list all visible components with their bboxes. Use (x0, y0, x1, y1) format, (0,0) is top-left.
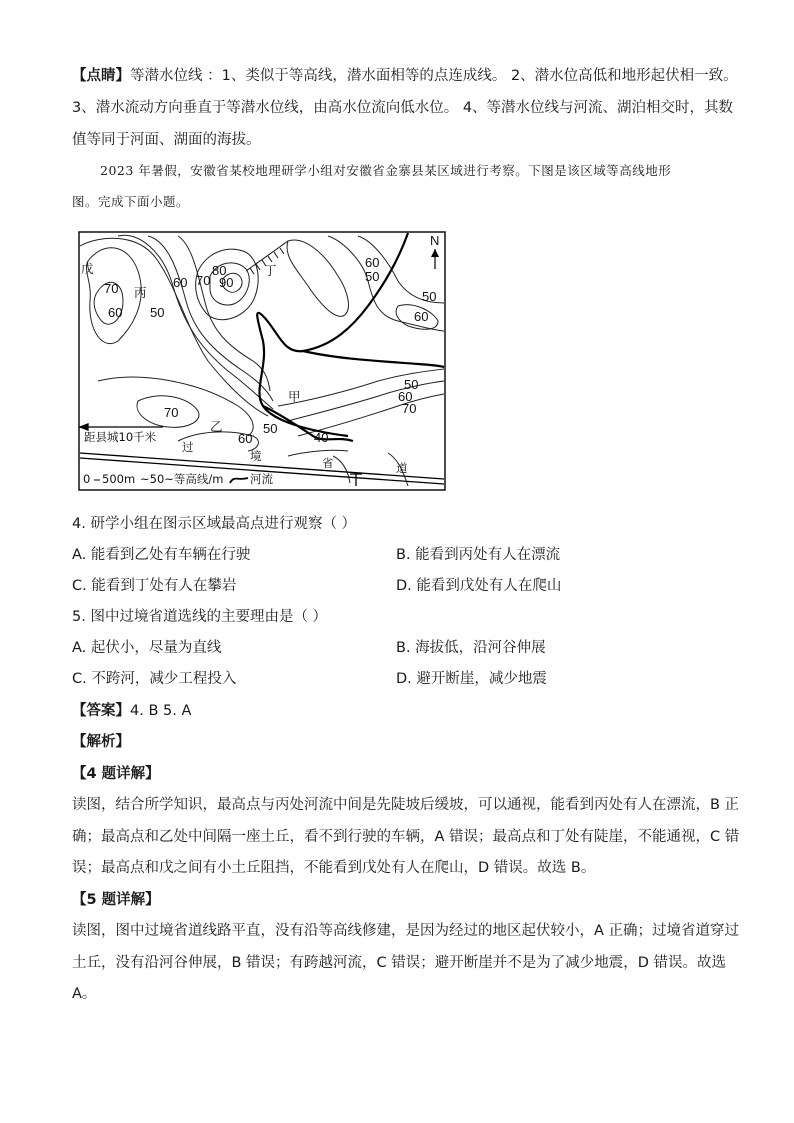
q5-option-d: D. 避开断崖，减少地震 (396, 671, 547, 687)
distance-label: 距县城10千米 (84, 430, 157, 444)
contour-value: 50 (404, 377, 419, 392)
contour-value: 50 (150, 305, 165, 320)
contour-value: 70 (196, 273, 211, 288)
legend-river: 河流 (250, 472, 273, 486)
detail-5-line-2: 土丘，没有沿河谷伸展，B 错误；有跨越河流，C 错误；避开断崖并不是为了减少地震，D 错误。故选 (72, 955, 727, 971)
label-bing: 丙 (134, 285, 147, 300)
detail-4-title: 【4 题详解】 (72, 766, 160, 782)
tip-line-1 (72, 66, 738, 86)
contour-map (78, 231, 446, 491)
detail-4-line-2: 确；最高点和乙处中间隔一座土丘，看不到行驶的车辆，A 错误；最高点和丁处有陡崖，不能通视，C 错 (72, 829, 740, 845)
contour-value: 40 (314, 430, 329, 445)
contour-value: 60 (414, 309, 429, 324)
tip-line-3: 值等同于河面、湖面的海拔。 (72, 132, 261, 148)
label-ding: 丁 (264, 263, 277, 278)
tip-line-2: 3、潜水流动方向垂直于等潜水位线，由高水位流向低水位。 4、等潜水位线与河流、湖泊相交时，其数 (72, 100, 734, 116)
detail-4-line-3: 误；最高点和戊之间有小土丘阻挡，不能看到戊处有人在爬山，D 错误。故选 B。 (72, 860, 596, 876)
tip-label: 【点睛】 (72, 68, 130, 84)
contour-value: 50 (365, 269, 380, 284)
answer-text: 4. B 5. A (130, 703, 192, 719)
contour-value: 70 (104, 281, 119, 296)
q4-option-b: B. 能看到丙处有人在漂流 (396, 547, 561, 563)
label-jia: 甲 (288, 389, 301, 404)
contour-value: 80 (212, 263, 227, 278)
detail-5-line-1: 读图，图中过境省道线路平直，没有沿等高线修建，是因为经过的地区起伏较小，A 正确；过境省道穿过 (72, 923, 740, 939)
detail-5-line-3: A。 (72, 986, 97, 1002)
q5-option-a: A. 起伏小，尽量为直线 (72, 640, 222, 656)
contour-value: 70 (402, 401, 417, 416)
road-char: 道 (396, 461, 408, 475)
answer-label: 【答案】 (72, 703, 130, 719)
contour-value: 60 (108, 305, 123, 320)
road-char: 过 (182, 440, 194, 454)
detail-5-title: 【5 题详解】 (72, 892, 160, 908)
north-label: N (430, 233, 440, 248)
legend-contour: ~50~等高线/m (140, 472, 224, 486)
legend-scale-zero: 0 (83, 472, 91, 486)
q4-option-c: C. 能看到丁处有人在攀岩 (72, 578, 237, 594)
tip-text-1: 等潜水位线 ：1、类似于等高线，潜水面相等的点连成线。 2、潜水位高低和地形起伏相一致。 (130, 68, 738, 84)
contour-value: 50 (422, 289, 437, 304)
label-wu: 戊 (81, 261, 94, 276)
detail-4-line-1: 读图，结合所学知识，最高点与丙处河流中间是先陡坡后缓坡，可以通视，能看到丙处有人在漂流，B 正 (72, 797, 740, 813)
road-char: 省 (322, 456, 334, 470)
q5-option-b: B. 海拔低，沿河谷伸展 (396, 640, 546, 656)
road-char: 境 (250, 449, 262, 463)
q5-stem: 5. 图中过境省道选线的主要理由是（ ） (72, 609, 328, 625)
legend-scale-length: 500m (102, 472, 136, 486)
q4-option-a: A. 能看到乙处有车辆在行驶 (72, 547, 251, 563)
intro-line-1: 2023 年暑假，安徽省某校地理研学小组对安徽省金寨县某区域进行考察。下图是该区域等高线地形 (100, 163, 672, 178)
contour-value: 60 (365, 255, 380, 270)
contour-value: 60 (238, 431, 253, 446)
q4-option-d: D. 能看到戊处有人在爬山 (396, 578, 562, 594)
contour-value: 70 (164, 405, 179, 420)
q4-stem: 4. 研学小组在图示区域最高点进行观察（ ） (72, 516, 357, 532)
contour-value: 50 (263, 421, 278, 436)
q5-option-c: C. 不跨河，减少工程投入 (72, 671, 237, 687)
intro-line-2: 图。完成下面小题。 (72, 194, 190, 209)
contour-value: 60 (398, 389, 413, 404)
answer-line (72, 701, 191, 721)
contour-value: 90 (219, 275, 234, 290)
analysis-label: 【解析】 (72, 734, 130, 750)
contour-value: 60 (173, 275, 188, 290)
label-yi: 乙 (210, 419, 223, 434)
